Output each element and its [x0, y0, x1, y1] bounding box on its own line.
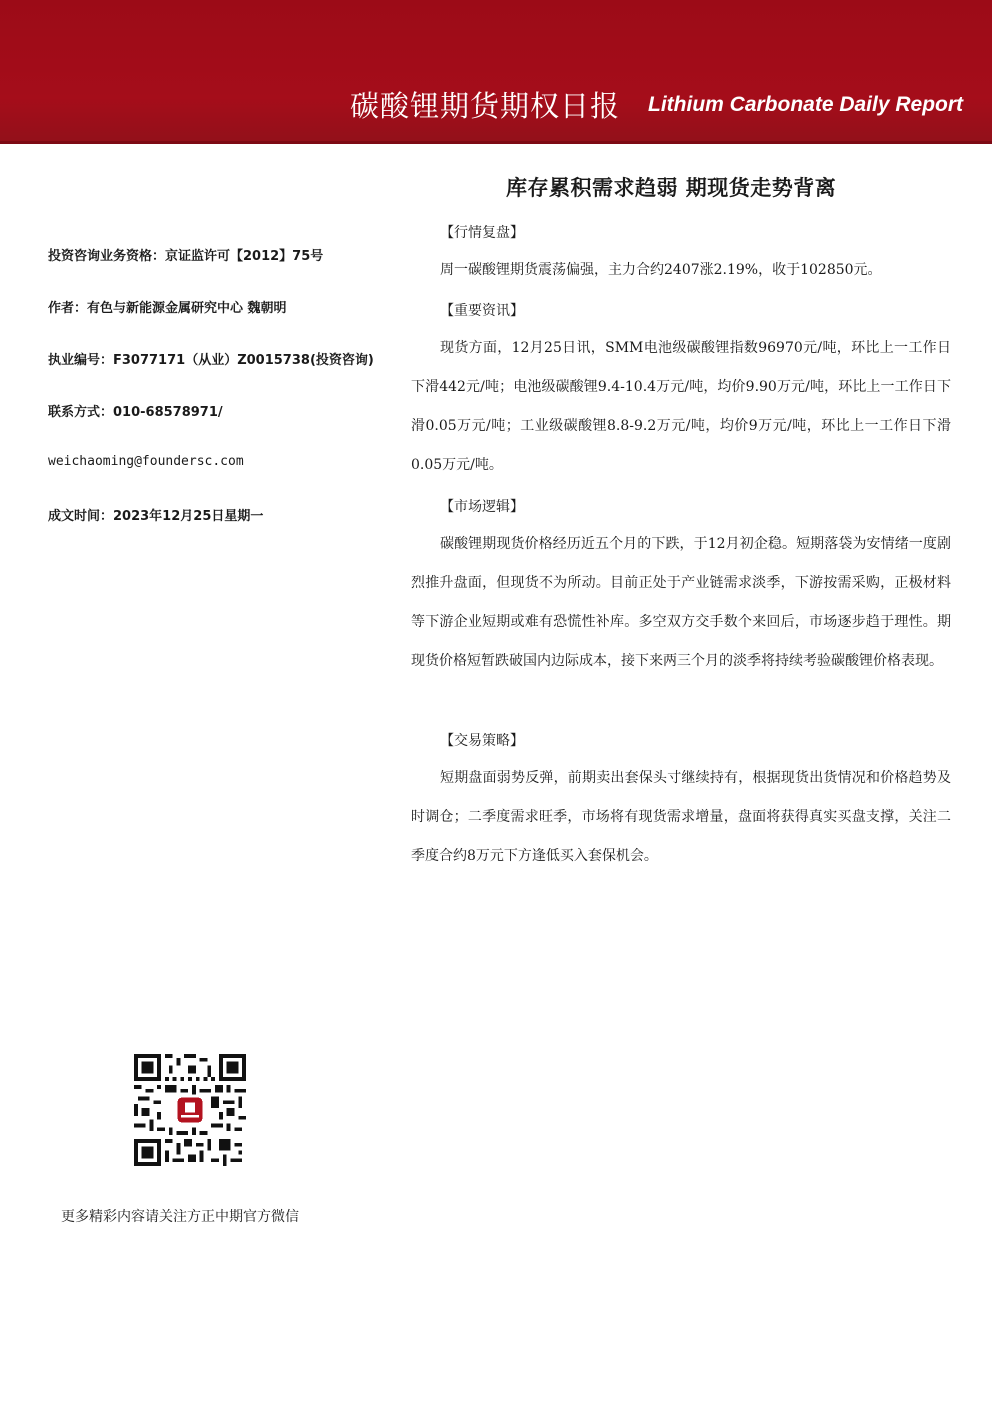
section-heading-strategy: 【交易策略】 — [440, 733, 524, 749]
section-body-strategy: 短期盘面弱势反弹，前期卖出套保头寸继续持有，根据现货出货情况和价格趋势及时调仓；二季度需求旺季，市场将有现货需求增量，盘面将获得真实买盘支撑，关注二季度合约8万元下方逢低买入套保机会。 — [411, 770, 951, 864]
meta-contact: 联系方式：010-68578971/ — [48, 405, 223, 420]
qr-caption: 更多精彩内容请关注方正中期官方微信 — [61, 1209, 299, 1225]
meta-author: 作者：有色与新能源金属研究中心 魏朝明 — [48, 301, 287, 316]
header-title-cn: 碳酸锂期货期权日报 — [350, 89, 621, 123]
qr-code-icon — [134, 1054, 246, 1166]
meta-date: 成文时间：2023年12月25日星期一 — [48, 509, 264, 524]
section-body-logic: 碳酸锂期现货价格经历近五个月的下跌，于12月初企稳。短期落袋为安情绪一度剧烈推升盘面，但现货不为所动。目前正处于产业链需求淡季，下游按需采购，正极材料等下游企业短期或难有恐慌性补库。多空双方交手数个来回后，市场逐步趋于理性。期现货价格短暂跌破国内边际成本，接下来两三个月的淡季将持续考验碳酸锂价格表现。 — [411, 536, 951, 669]
report-header-banner — [0, 0, 992, 144]
section-body-news: 现货方面，12月25日讯，SMM电池级碳酸锂指数96970元/吨，环比上一工作日下滑442元/吨；电池级碳酸锂9.4-10.4万元/吨，均价9.90万元/吨，环比上一工作日下滑0.05万元/吨；工业级碳酸锂8.8-9.2万元/吨，均价9万元/吨，环比上一工作日下滑0.05万元/吨。 — [411, 340, 951, 473]
section-heading-logic: 【市场逻辑】 — [440, 499, 524, 515]
meta-license: 执业编号：F3077171（从业）Z0015738(投资咨询) — [48, 353, 374, 368]
header-title-en: Lithium Carbonate Daily Report — [648, 93, 964, 116]
section-heading-news: 【重要资讯】 — [440, 303, 524, 319]
meta-qualification: 投资咨询业务资格：京证监许可【2012】75号 — [48, 249, 324, 264]
section-heading-review: 【行情复盘】 — [440, 225, 524, 241]
document-title: 库存累积需求趋弱 期现货走势背离 — [506, 176, 837, 200]
section-body-review: 周一碳酸锂期货震荡偏强，主力合约2407涨2.19%，收于102850元。 — [440, 262, 882, 278]
meta-email: weichaoming@foundersc.com — [48, 454, 244, 469]
